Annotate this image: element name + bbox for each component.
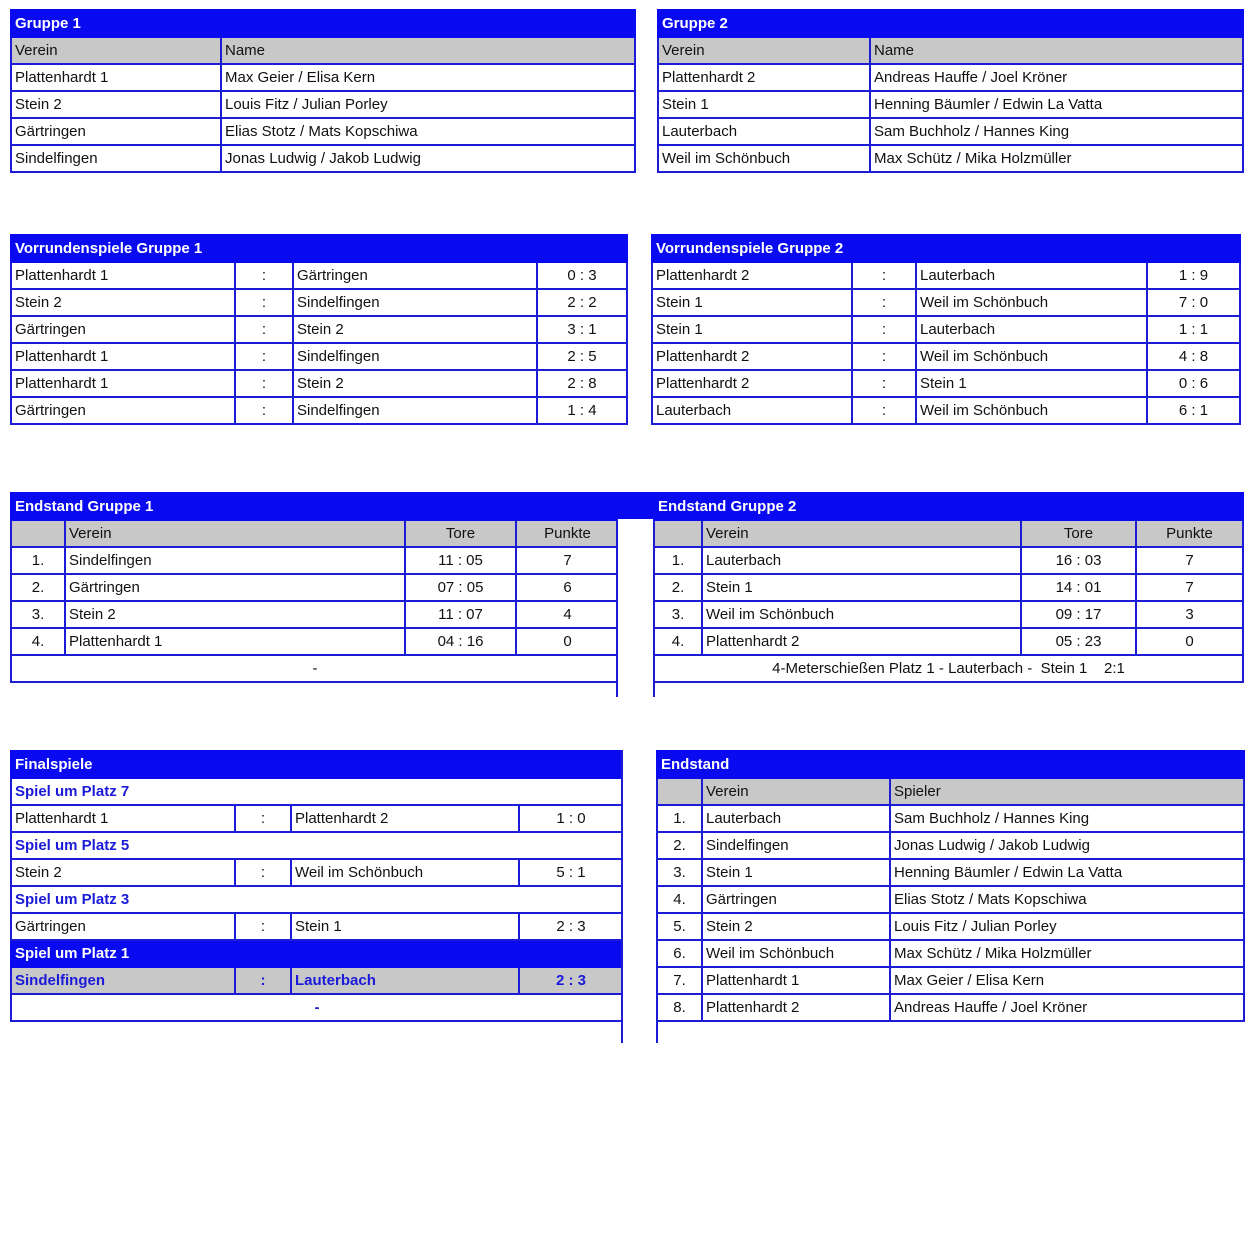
match-row bbox=[11, 805, 623, 832]
players-cell: Max Geier / Elisa Kern bbox=[890, 967, 1244, 994]
rank-cell: 3. bbox=[657, 859, 702, 886]
away-team: Sindelfingen bbox=[293, 397, 537, 424]
table-row bbox=[11, 628, 619, 655]
points-cell: 7 bbox=[1136, 547, 1243, 574]
club-cell: Gärtringen bbox=[702, 886, 890, 913]
players-cell: Henning Bäumler / Edwin La Vatta bbox=[890, 859, 1244, 886]
match-score: 2 : 8 bbox=[537, 370, 627, 397]
standings-1-note: - bbox=[11, 655, 619, 682]
prelim-2-title: Vorrundenspiele Gruppe 2 bbox=[652, 235, 1240, 262]
match-score: 5 : 1 bbox=[519, 859, 623, 886]
points-cell: 0 bbox=[1136, 628, 1243, 655]
vs-separator: : bbox=[852, 262, 916, 289]
club-cell: Stein 2 bbox=[11, 91, 221, 118]
club-cell: Plattenhardt 1 bbox=[65, 628, 405, 655]
home-team: Stein 2 bbox=[11, 289, 235, 316]
prelim-2-table bbox=[651, 234, 1241, 425]
match-score: 4 : 8 bbox=[1147, 343, 1240, 370]
table-row bbox=[11, 145, 635, 172]
table-row bbox=[654, 601, 1243, 628]
goals-cell: 05 : 23 bbox=[1021, 628, 1136, 655]
club-cell: Stein 2 bbox=[702, 913, 890, 940]
vs-separator: : bbox=[235, 289, 293, 316]
players-cell: Jonas Ludwig / Jakob Ludwig bbox=[890, 832, 1244, 859]
away-team: Weil im Schönbuch bbox=[291, 859, 519, 886]
header-verein: Verein bbox=[11, 37, 221, 64]
header-tore: Tore bbox=[405, 520, 516, 547]
players-cell: Max Geier / Elisa Kern bbox=[221, 64, 635, 91]
table-row bbox=[657, 805, 1244, 832]
rank-cell: 2. bbox=[654, 574, 702, 601]
club-cell: Gärtringen bbox=[11, 118, 221, 145]
match-score: 3 : 1 bbox=[537, 316, 627, 343]
home-team: Plattenhardt 1 bbox=[11, 262, 235, 289]
points-cell: 4 bbox=[516, 601, 619, 628]
home-team: Plattenhardt 2 bbox=[652, 370, 852, 397]
away-team: Plattenhardt 2 bbox=[291, 805, 519, 832]
club-cell: Sindelfingen bbox=[65, 547, 405, 574]
club-cell: Sindelfingen bbox=[702, 832, 890, 859]
rank-cell: 7. bbox=[657, 967, 702, 994]
table-row bbox=[657, 940, 1244, 967]
rank-cell: 3. bbox=[654, 601, 702, 628]
goals-cell: 16 : 03 bbox=[1021, 547, 1136, 574]
table-row bbox=[658, 118, 1243, 145]
match-row bbox=[652, 343, 1240, 370]
away-team: Stein 1 bbox=[916, 370, 1147, 397]
match-score: 2 : 3 bbox=[519, 967, 623, 994]
players-cell: Elias Stotz / Mats Kopschiwa bbox=[221, 118, 635, 145]
away-team: Weil im Schönbuch bbox=[916, 343, 1147, 370]
header-verein: Verein bbox=[702, 520, 1021, 547]
match-row bbox=[11, 397, 627, 424]
match-row bbox=[11, 343, 627, 370]
group-2-table bbox=[657, 9, 1244, 173]
table-row bbox=[11, 574, 619, 601]
club-cell: Plattenhardt 1 bbox=[11, 64, 221, 91]
table-row bbox=[654, 574, 1243, 601]
vs-separator: : bbox=[235, 805, 291, 832]
match-row bbox=[652, 370, 1240, 397]
match-row bbox=[11, 913, 623, 940]
rank-cell: 1. bbox=[657, 805, 702, 832]
home-team: Plattenhardt 2 bbox=[652, 262, 852, 289]
vs-separator: : bbox=[235, 913, 291, 940]
match-row bbox=[11, 859, 623, 886]
club-cell: Lauterbach bbox=[658, 118, 870, 145]
away-team: Stein 1 bbox=[291, 913, 519, 940]
match-row bbox=[11, 370, 627, 397]
players-cell: Louis Fitz / Julian Porley bbox=[890, 913, 1244, 940]
match-row bbox=[11, 316, 627, 343]
rank-cell: 6. bbox=[657, 940, 702, 967]
finals-table bbox=[10, 750, 624, 1022]
match-row bbox=[11, 967, 623, 994]
home-team: Stein 1 bbox=[652, 316, 852, 343]
match-row bbox=[652, 397, 1240, 424]
finals-note: - bbox=[11, 994, 623, 1021]
prelim-1-table bbox=[10, 234, 628, 425]
table-row bbox=[658, 91, 1243, 118]
away-team: Lauterbach bbox=[916, 262, 1147, 289]
players-cell: Andreas Hauffe / Joel Kröner bbox=[870, 64, 1243, 91]
column-divider bbox=[616, 492, 655, 521]
club-cell: Stein 1 bbox=[702, 859, 890, 886]
points-cell: 7 bbox=[516, 547, 619, 574]
group-2-title: Gruppe 2 bbox=[658, 10, 1243, 37]
players-cell: Max Schütz / Mika Holzmüller bbox=[890, 940, 1244, 967]
goals-cell: 11 : 07 bbox=[405, 601, 516, 628]
away-team: Sindelfingen bbox=[293, 343, 537, 370]
game-label: Spiel um Platz 5 bbox=[11, 832, 623, 859]
vs-separator: : bbox=[235, 967, 291, 994]
club-cell: Stein 1 bbox=[658, 91, 870, 118]
vs-separator: : bbox=[852, 289, 916, 316]
match-score: 6 : 1 bbox=[1147, 397, 1240, 424]
match-row bbox=[652, 316, 1240, 343]
rank-cell: 2. bbox=[657, 832, 702, 859]
players-cell: Jonas Ludwig / Jakob Ludwig bbox=[221, 145, 635, 172]
table-row bbox=[11, 118, 635, 145]
vs-separator: : bbox=[235, 370, 293, 397]
header-verein: Verein bbox=[65, 520, 405, 547]
vs-separator: : bbox=[852, 343, 916, 370]
match-score: 2 : 3 bbox=[519, 913, 623, 940]
home-team: Plattenhardt 2 bbox=[652, 343, 852, 370]
rank-cell: 4. bbox=[654, 628, 702, 655]
table-row bbox=[658, 64, 1243, 91]
table-row bbox=[657, 967, 1244, 994]
players-cell: Elias Stotz / Mats Kopschiwa bbox=[890, 886, 1244, 913]
club-cell: Plattenhardt 2 bbox=[658, 64, 870, 91]
match-row bbox=[11, 262, 627, 289]
match-score: 1 : 9 bbox=[1147, 262, 1240, 289]
vs-separator: : bbox=[235, 262, 293, 289]
header-name: Name bbox=[870, 37, 1243, 64]
rank-cell: 3. bbox=[11, 601, 65, 628]
players-cell: Sam Buchholz / Hannes King bbox=[870, 118, 1243, 145]
vs-separator: : bbox=[235, 316, 293, 343]
club-cell: Stein 1 bbox=[702, 574, 1021, 601]
game-label: Spiel um Platz 3 bbox=[11, 886, 623, 913]
match-score: 1 : 0 bbox=[519, 805, 623, 832]
match-score: 1 : 1 bbox=[1147, 316, 1240, 343]
group-1-table bbox=[10, 9, 636, 173]
club-cell: Stein 2 bbox=[65, 601, 405, 628]
vs-separator: : bbox=[852, 397, 916, 424]
table-row bbox=[657, 886, 1244, 913]
club-cell: Weil im Schönbuch bbox=[658, 145, 870, 172]
club-cell: Weil im Schönbuch bbox=[702, 940, 890, 967]
header-punkte: Punkte bbox=[1136, 520, 1243, 547]
standings-2-table bbox=[653, 492, 1244, 683]
goals-cell: 09 : 17 bbox=[1021, 601, 1136, 628]
away-team: Stein 2 bbox=[293, 370, 537, 397]
header-tore: Tore bbox=[1021, 520, 1136, 547]
goals-cell: 11 : 05 bbox=[405, 547, 516, 574]
table-row bbox=[657, 832, 1244, 859]
club-cell: Plattenhardt 1 bbox=[702, 967, 890, 994]
header-verein: Verein bbox=[702, 778, 890, 805]
vs-separator: : bbox=[852, 370, 916, 397]
away-team: Lauterbach bbox=[916, 316, 1147, 343]
home-team: Plattenhardt 1 bbox=[11, 343, 235, 370]
goals-cell: 14 : 01 bbox=[1021, 574, 1136, 601]
game-label: Spiel um Platz 1 bbox=[11, 940, 623, 967]
table-row bbox=[658, 145, 1243, 172]
match-score: 1 : 4 bbox=[537, 397, 627, 424]
rank-cell: 5. bbox=[657, 913, 702, 940]
club-cell: Lauterbach bbox=[702, 805, 890, 832]
club-cell: Plattenhardt 2 bbox=[702, 628, 1021, 655]
away-team: Stein 2 bbox=[293, 316, 537, 343]
header-rank bbox=[11, 520, 65, 547]
goals-cell: 07 : 05 bbox=[405, 574, 516, 601]
away-team: Lauterbach bbox=[291, 967, 519, 994]
players-cell: Louis Fitz / Julian Porley bbox=[221, 91, 635, 118]
match-score: 2 : 2 bbox=[537, 289, 627, 316]
match-score: 0 : 3 bbox=[537, 262, 627, 289]
vs-separator: : bbox=[852, 316, 916, 343]
match-score: 7 : 0 bbox=[1147, 289, 1240, 316]
match-row bbox=[652, 289, 1240, 316]
prelim-1-title: Vorrundenspiele Gruppe 1 bbox=[11, 235, 627, 262]
final-standing-table bbox=[656, 750, 1245, 1022]
home-team: Sindelfingen bbox=[11, 967, 235, 994]
club-cell: Lauterbach bbox=[702, 547, 1021, 574]
match-row bbox=[652, 262, 1240, 289]
away-team: Weil im Schönbuch bbox=[916, 289, 1147, 316]
finals-title: Finalspiele bbox=[11, 751, 623, 778]
rank-cell: 4. bbox=[657, 886, 702, 913]
header-name: Name bbox=[221, 37, 635, 64]
rank-cell: 1. bbox=[11, 547, 65, 574]
points-cell: 3 bbox=[1136, 601, 1243, 628]
players-cell: Henning Bäumler / Edwin La Vatta bbox=[870, 91, 1243, 118]
away-team: Weil im Schönbuch bbox=[916, 397, 1147, 424]
players-cell: Andreas Hauffe / Joel Kröner bbox=[890, 994, 1244, 1021]
header-verein: Verein bbox=[658, 37, 870, 64]
players-cell: Max Schütz / Mika Holzmüller bbox=[870, 145, 1243, 172]
match-row bbox=[11, 289, 627, 316]
club-cell: Sindelfingen bbox=[11, 145, 221, 172]
header-punkte: Punkte bbox=[516, 520, 619, 547]
table-row bbox=[11, 64, 635, 91]
home-team: Stein 2 bbox=[11, 859, 235, 886]
column-divider bbox=[616, 519, 655, 697]
vs-separator: : bbox=[235, 859, 291, 886]
home-team: Plattenhardt 1 bbox=[11, 805, 235, 832]
table-row bbox=[654, 628, 1243, 655]
match-score: 0 : 6 bbox=[1147, 370, 1240, 397]
away-team: Gärtringen bbox=[293, 262, 537, 289]
rank-cell: 8. bbox=[657, 994, 702, 1021]
vs-separator: : bbox=[235, 343, 293, 370]
rank-cell: 4. bbox=[11, 628, 65, 655]
header-rank bbox=[657, 778, 702, 805]
table-row bbox=[11, 547, 619, 574]
header-spieler: Spieler bbox=[890, 778, 1244, 805]
points-cell: 7 bbox=[1136, 574, 1243, 601]
standings-1-table bbox=[10, 492, 620, 683]
final-standing-title: Endstand bbox=[657, 751, 1244, 778]
home-team: Stein 1 bbox=[652, 289, 852, 316]
standings-1-title: Endstand Gruppe 1 bbox=[11, 493, 619, 520]
table-row bbox=[657, 913, 1244, 940]
match-score: 2 : 5 bbox=[537, 343, 627, 370]
standings-2-note: 4-Meterschießen Platz 1 - Lauterbach - Stein 1 2:1 bbox=[654, 655, 1243, 682]
table-row bbox=[11, 601, 619, 628]
away-team: Sindelfingen bbox=[293, 289, 537, 316]
home-team: Lauterbach bbox=[652, 397, 852, 424]
home-team: Gärtringen bbox=[11, 316, 235, 343]
header-rank bbox=[654, 520, 702, 547]
club-cell: Weil im Schönbuch bbox=[702, 601, 1021, 628]
column-divider bbox=[621, 750, 658, 1043]
players-cell: Sam Buchholz / Hannes King bbox=[890, 805, 1244, 832]
home-team: Plattenhardt 1 bbox=[11, 370, 235, 397]
rank-cell: 2. bbox=[11, 574, 65, 601]
goals-cell: 04 : 16 bbox=[405, 628, 516, 655]
club-cell: Gärtringen bbox=[65, 574, 405, 601]
rank-cell: 1. bbox=[654, 547, 702, 574]
points-cell: 6 bbox=[516, 574, 619, 601]
table-row bbox=[657, 859, 1244, 886]
standings-2-title: Endstand Gruppe 2 bbox=[654, 493, 1243, 520]
home-team: Gärtringen bbox=[11, 913, 235, 940]
vs-separator: : bbox=[235, 397, 293, 424]
table-row bbox=[657, 994, 1244, 1021]
game-label: Spiel um Platz 7 bbox=[11, 778, 623, 805]
table-row bbox=[654, 547, 1243, 574]
table-row bbox=[11, 91, 635, 118]
home-team: Gärtringen bbox=[11, 397, 235, 424]
points-cell: 0 bbox=[516, 628, 619, 655]
club-cell: Plattenhardt 2 bbox=[702, 994, 890, 1021]
group-1-title: Gruppe 1 bbox=[11, 10, 635, 37]
